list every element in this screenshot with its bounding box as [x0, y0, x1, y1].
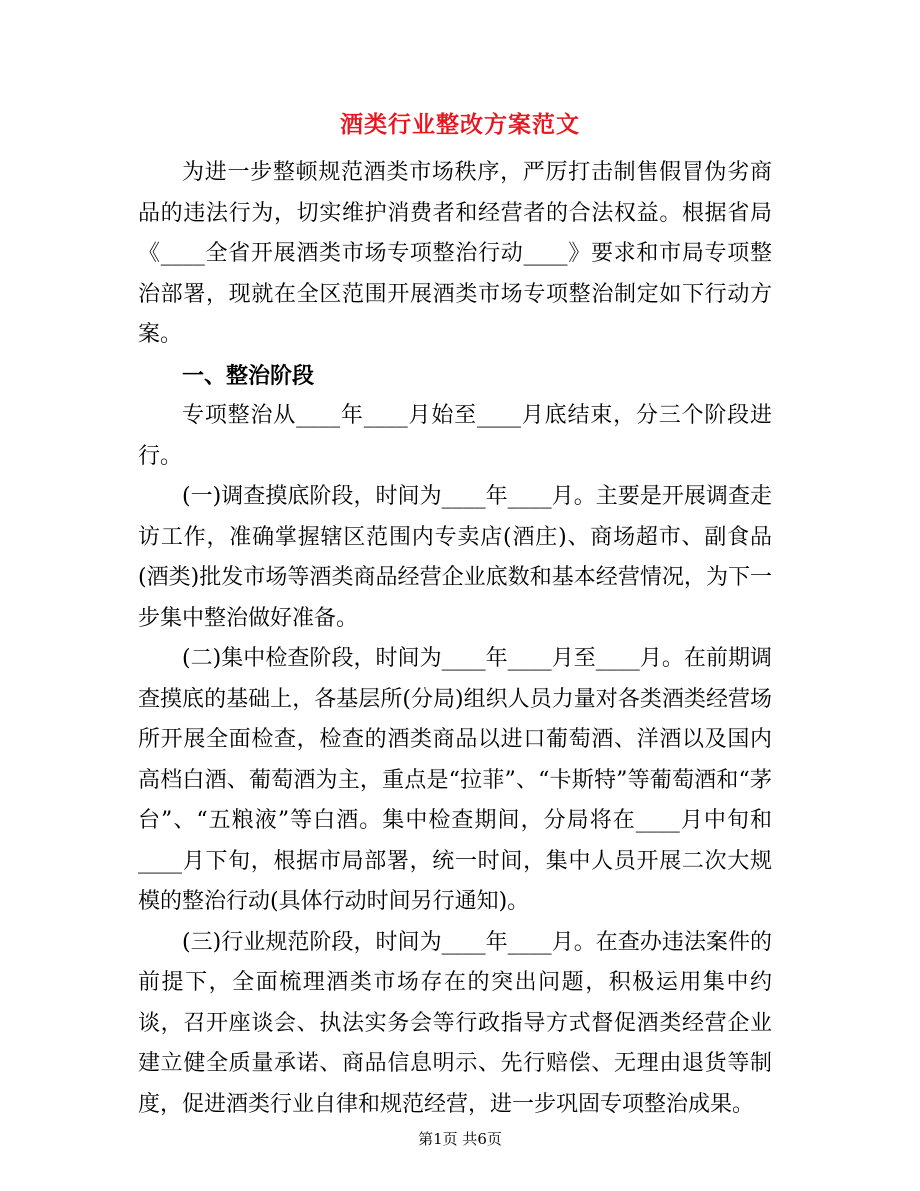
stage-two-paragraph: (二)集中检查阶段，时间为____年____月至____月。在前期调查摸底的基础上，各基层所(分局)组织人员力量对各类酒类经营场所开展全面检查，检查的酒类商品以进口葡萄酒、洋酒以及国内高档白酒、葡萄酒为主，重点是“拉菲”、“卡斯特”等葡萄酒和“茅台”、“五粮液”等白酒。集中检查期间，分局将在____月中旬和____月下旬，根据市局部署，统一时间，集中人员开展二次大规模的整治行动(具体行动时间另行通知)。 — [138, 646, 772, 914]
page-number: 第1页 共6页 — [418, 1130, 502, 1148]
section-heading: 一、整治阶段 — [182, 362, 315, 389]
stage-one-paragraph: (一)调查摸底阶段，时间为____年____月。主要是开展调查走访工作，准确掌握辖区范围内专卖店(酒庄)、商场超市、副食品(酒类)批发市场等酒类商品经营企业底数和基本经营情况，为下一步集中整治做好准备。 — [138, 484, 772, 631]
stage-three-paragraph: (三)行业规范阶段，时间为____年____月。在查办违法案件的前提下，全面梳理酒类市场存在的突出问题，积极运用集中约谈，召开座谈会、执法实务会等行政指导方式督促酒类经营企业建立健全质量承诺、商品信息明示、先行赔偿、无理由退货等制度，促进酒类行业自律和规范经营，进一步巩固专项整治成果。 — [138, 929, 772, 1117]
schedule-paragraph: 专项整治从____年____月始至____月底结束，分三个阶段进行。 — [138, 403, 772, 469]
document-body — [138, 153, 772, 1125]
intro-paragraph: 为进一步整顿规范酒类市场秩序，严厉打击制售假冒伪劣商品的违法行为，切实维护消费者和经营者的合法权益。根据省局《____全省开展酒类市场专项整治行动____》要求和市局专项整治部署，现就在全区范围开展酒类市场专项整治制定如下行动方案。 — [138, 160, 772, 347]
document-title: 酒类行业整改方案范文 — [340, 111, 580, 138]
